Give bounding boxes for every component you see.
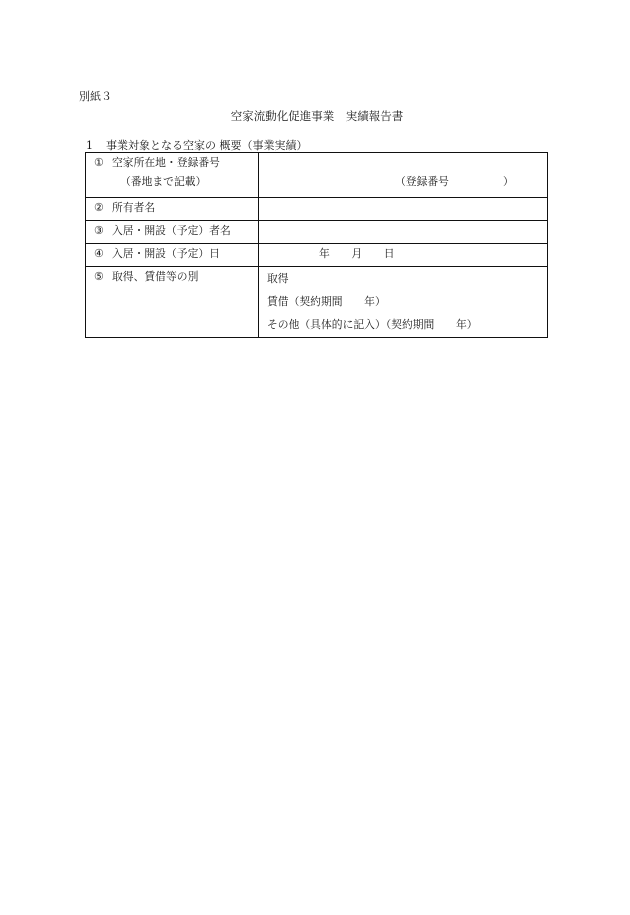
acquisition-type-label: 取得、賃借等の別 (112, 270, 199, 283)
location-sublabel: （番地まで記載） (120, 175, 207, 188)
item-number-mark: ① (94, 156, 104, 169)
occupant-label: 入居・開設（予定）者名 (112, 224, 231, 237)
row-label-cell (86, 198, 259, 221)
report-form-table (85, 152, 548, 338)
row-label-cell (86, 244, 259, 267)
row-label-cell (86, 221, 259, 244)
table-row-owner (86, 198, 548, 221)
owner-label: 所有者名 (112, 201, 156, 214)
table-row-acquisition-type (86, 267, 548, 338)
item-number-mark: ④ (94, 247, 104, 260)
option-lease[interactable]: 賃借（契約期間 年） (267, 295, 386, 308)
date-value-cell[interactable] (259, 244, 548, 267)
location-value-cell[interactable] (259, 153, 548, 198)
section-heading (86, 137, 308, 153)
table-row-date (86, 244, 548, 267)
option-acquisition[interactable]: 取得 (267, 272, 289, 285)
acquisition-type-value-cell (259, 267, 548, 338)
document-title: 空家流動化促進事業 実績報告書 (230, 109, 404, 123)
option-other[interactable]: その他（具体的に記入）（契約期間 年） (267, 318, 478, 331)
item-number-mark: ③ (94, 224, 104, 237)
item-number-mark: ② (94, 201, 104, 214)
date-field: 年 月 日 (319, 247, 395, 260)
row-label-cell (86, 153, 259, 198)
location-label: 空家所在地・登録番号 (112, 156, 220, 169)
table-row-occupant (86, 221, 548, 244)
attachment-label: 別紙３ (79, 90, 112, 103)
section-number: 1 (86, 139, 93, 152)
registration-number-field: （登録番号 ） (395, 175, 514, 188)
table-row-location (86, 153, 548, 198)
occupant-value-cell[interactable] (259, 221, 548, 244)
owner-value-cell[interactable] (259, 198, 548, 221)
date-label: 入居・開設（予定）日 (112, 247, 220, 260)
section-heading-text: 事業対象となる空家の 概要（事業実績） (106, 139, 308, 152)
item-number-mark: ⑤ (94, 270, 104, 283)
row-label-cell (86, 267, 259, 338)
